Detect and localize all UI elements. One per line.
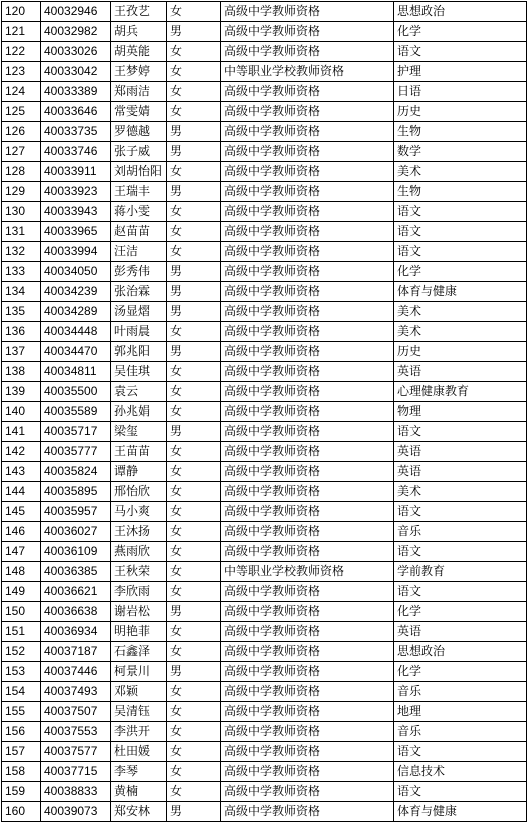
subject-cell: 音乐 <box>394 682 527 702</box>
qualification-cell: 高级中学教师资格 <box>221 142 394 162</box>
row-index-cell: 125 <box>2 102 41 122</box>
qualification-cell: 高级中学教师资格 <box>221 542 394 562</box>
name-cell: 汤显熠 <box>111 302 167 322</box>
table-row <box>2 62 527 82</box>
row-index-cell: 124 <box>2 82 41 102</box>
table-row <box>2 242 527 262</box>
name-cell: 彭秀伟 <box>111 262 167 282</box>
table-row <box>2 362 527 382</box>
qualification-cell: 高级中学教师资格 <box>221 742 394 762</box>
qualification-cell: 高级中学教师资格 <box>221 602 394 622</box>
name-cell: 张治霖 <box>111 282 167 302</box>
gender-cell: 男 <box>167 602 221 622</box>
id-number-cell: 40036621 <box>41 582 111 602</box>
gender-cell: 女 <box>167 482 221 502</box>
table-row <box>2 542 527 562</box>
qualification-cell: 高级中学教师资格 <box>221 642 394 662</box>
row-index-cell: 126 <box>2 122 41 142</box>
id-number-cell: 40034289 <box>41 302 111 322</box>
subject-cell: 思想政治 <box>394 2 527 22</box>
subject-cell: 语文 <box>394 202 527 222</box>
table-row <box>2 762 527 782</box>
id-number-cell: 40035895 <box>41 482 111 502</box>
id-number-cell: 40033389 <box>41 82 111 102</box>
row-index-cell: 138 <box>2 362 41 382</box>
subject-cell: 美术 <box>394 482 527 502</box>
table-row <box>2 462 527 482</box>
qualification-cell: 高级中学教师资格 <box>221 782 394 802</box>
name-cell: 郑雨洁 <box>111 82 167 102</box>
id-number-cell: 40037493 <box>41 682 111 702</box>
qualification-cell: 高级中学教师资格 <box>221 342 394 362</box>
qualification-cell: 高级中学教师资格 <box>221 202 394 222</box>
subject-cell: 语文 <box>394 782 527 802</box>
name-cell: 马小爽 <box>111 502 167 522</box>
table-row <box>2 342 527 362</box>
row-index-cell: 128 <box>2 162 41 182</box>
subject-cell: 体育与健康 <box>394 802 527 822</box>
name-cell: 刘胡怡阳 <box>111 162 167 182</box>
table-row <box>2 562 527 582</box>
subject-cell: 英语 <box>394 362 527 382</box>
row-index-cell: 141 <box>2 422 41 442</box>
row-index-cell: 149 <box>2 582 41 602</box>
name-cell: 王苗苗 <box>111 442 167 462</box>
id-number-cell: 40032982 <box>41 22 111 42</box>
table-row <box>2 662 527 682</box>
subject-cell: 地理 <box>394 702 527 722</box>
qualification-cell: 高级中学教师资格 <box>221 162 394 182</box>
subject-cell: 物理 <box>394 402 527 422</box>
row-index-cell: 127 <box>2 142 41 162</box>
qualification-cell: 高级中学教师资格 <box>221 382 394 402</box>
name-cell: 胡兵 <box>111 22 167 42</box>
id-number-cell: 40034811 <box>41 362 111 382</box>
id-number-cell: 40033943 <box>41 202 111 222</box>
gender-cell: 女 <box>167 82 221 102</box>
row-index-cell: 145 <box>2 502 41 522</box>
qualification-cell: 高级中学教师资格 <box>221 582 394 602</box>
gender-cell: 女 <box>167 2 221 22</box>
name-cell: 杜田媛 <box>111 742 167 762</box>
subject-cell: 语文 <box>394 222 527 242</box>
subject-cell: 化学 <box>394 662 527 682</box>
row-index-cell: 146 <box>2 522 41 542</box>
subject-cell: 美术 <box>394 162 527 182</box>
subject-cell: 语文 <box>394 542 527 562</box>
gender-cell: 女 <box>167 562 221 582</box>
qualification-cell: 高级中学教师资格 <box>221 322 394 342</box>
qualification-cell: 高级中学教师资格 <box>221 102 394 122</box>
table-row <box>2 622 527 642</box>
table-row <box>2 682 527 702</box>
gender-cell: 女 <box>167 682 221 702</box>
qualification-cell: 高级中学教师资格 <box>221 802 394 822</box>
row-index-cell: 148 <box>2 562 41 582</box>
row-index-cell: 137 <box>2 342 41 362</box>
name-cell: 石鑫泽 <box>111 642 167 662</box>
row-index-cell: 122 <box>2 42 41 62</box>
table-row <box>2 302 527 322</box>
id-number-cell: 40036385 <box>41 562 111 582</box>
name-cell: 谭静 <box>111 462 167 482</box>
row-index-cell: 157 <box>2 742 41 762</box>
row-index-cell: 131 <box>2 222 41 242</box>
gender-cell: 男 <box>167 662 221 682</box>
row-index-cell: 154 <box>2 682 41 702</box>
qualification-cell: 高级中学教师资格 <box>221 242 394 262</box>
table-row <box>2 522 527 542</box>
id-number-cell: 40039073 <box>41 802 111 822</box>
name-cell: 李洪开 <box>111 722 167 742</box>
row-index-cell: 136 <box>2 322 41 342</box>
gender-cell: 女 <box>167 582 221 602</box>
table-row <box>2 442 527 462</box>
table-row <box>2 322 527 342</box>
id-number-cell: 40033646 <box>41 102 111 122</box>
gender-cell: 女 <box>167 762 221 782</box>
row-index-cell: 140 <box>2 402 41 422</box>
subject-cell: 美术 <box>394 302 527 322</box>
table-row <box>2 2 527 22</box>
id-number-cell: 40035824 <box>41 462 111 482</box>
gender-cell: 男 <box>167 802 221 822</box>
qualification-cell: 高级中学教师资格 <box>221 302 394 322</box>
subject-cell: 学前教育 <box>394 562 527 582</box>
row-index-cell: 120 <box>2 2 41 22</box>
subject-cell: 思想政治 <box>394 642 527 662</box>
name-cell: 黄楠 <box>111 782 167 802</box>
qualification-cell: 高级中学教师资格 <box>221 22 394 42</box>
table-row <box>2 782 527 802</box>
name-cell: 孙兆娟 <box>111 402 167 422</box>
table-row <box>2 742 527 762</box>
row-index-cell: 130 <box>2 202 41 222</box>
qualification-cell: 高级中学教师资格 <box>221 762 394 782</box>
subject-cell: 历史 <box>394 102 527 122</box>
qualification-cell: 高级中学教师资格 <box>221 362 394 382</box>
subject-cell: 美术 <box>394 322 527 342</box>
gender-cell: 男 <box>167 342 221 362</box>
qualification-cell: 高级中学教师资格 <box>221 182 394 202</box>
name-cell: 李欣雨 <box>111 582 167 602</box>
name-cell: 王沐扬 <box>111 522 167 542</box>
qualification-cell: 高级中学教师资格 <box>221 222 394 242</box>
qualification-cell: 高级中学教师资格 <box>221 722 394 742</box>
gender-cell: 女 <box>167 542 221 562</box>
gender-cell: 女 <box>167 222 221 242</box>
table-row <box>2 702 527 722</box>
gender-cell: 女 <box>167 462 221 482</box>
gender-cell: 女 <box>167 382 221 402</box>
id-number-cell: 40033735 <box>41 122 111 142</box>
qualification-cell: 高级中学教师资格 <box>221 262 394 282</box>
name-cell: 邓颖 <box>111 682 167 702</box>
id-number-cell: 40037187 <box>41 642 111 662</box>
name-cell: 王秋荣 <box>111 562 167 582</box>
gender-cell: 男 <box>167 262 221 282</box>
gender-cell: 女 <box>167 102 221 122</box>
name-cell: 叶雨晨 <box>111 322 167 342</box>
name-cell: 蒋小雯 <box>111 202 167 222</box>
table-row <box>2 162 527 182</box>
table-row <box>2 222 527 242</box>
row-index-cell: 142 <box>2 442 41 462</box>
name-cell: 吴佳琪 <box>111 362 167 382</box>
gender-cell: 男 <box>167 142 221 162</box>
subject-cell: 英语 <box>394 622 527 642</box>
row-index-cell: 139 <box>2 382 41 402</box>
name-cell: 王孜艺 <box>111 2 167 22</box>
id-number-cell: 40035957 <box>41 502 111 522</box>
name-cell: 胡英能 <box>111 42 167 62</box>
name-cell: 赵苗苗 <box>111 222 167 242</box>
id-number-cell: 40037446 <box>41 662 111 682</box>
qualification-cell: 高级中学教师资格 <box>221 482 394 502</box>
row-index-cell: 133 <box>2 262 41 282</box>
gender-cell: 女 <box>167 722 221 742</box>
qualification-cell: 高级中学教师资格 <box>221 622 394 642</box>
id-number-cell: 40033994 <box>41 242 111 262</box>
id-number-cell: 40036027 <box>41 522 111 542</box>
table-row <box>2 182 527 202</box>
row-index-cell: 160 <box>2 802 41 822</box>
gender-cell: 女 <box>167 242 221 262</box>
gender-cell: 女 <box>167 322 221 342</box>
gender-cell: 男 <box>167 22 221 42</box>
id-number-cell: 40035500 <box>41 382 111 402</box>
gender-cell: 男 <box>167 122 221 142</box>
id-number-cell: 40034448 <box>41 322 111 342</box>
gender-cell: 男 <box>167 422 221 442</box>
table-row <box>2 422 527 442</box>
table-row <box>2 602 527 622</box>
row-index-cell: 129 <box>2 182 41 202</box>
table-row <box>2 22 527 42</box>
name-cell: 郑安林 <box>111 802 167 822</box>
name-cell: 李琴 <box>111 762 167 782</box>
name-cell: 罗德越 <box>111 122 167 142</box>
table-row <box>2 282 527 302</box>
row-index-cell: 144 <box>2 482 41 502</box>
table-row <box>2 202 527 222</box>
gender-cell: 女 <box>167 362 221 382</box>
qualification-cell: 高级中学教师资格 <box>221 422 394 442</box>
subject-cell: 化学 <box>394 602 527 622</box>
gender-cell: 女 <box>167 202 221 222</box>
name-cell: 张子威 <box>111 142 167 162</box>
id-number-cell: 40038833 <box>41 782 111 802</box>
id-number-cell: 40033923 <box>41 182 111 202</box>
id-number-cell: 40033965 <box>41 222 111 242</box>
name-cell: 柯景川 <box>111 662 167 682</box>
gender-cell: 男 <box>167 182 221 202</box>
subject-cell: 生物 <box>394 182 527 202</box>
qualification-cell: 高级中学教师资格 <box>221 82 394 102</box>
table-row <box>2 802 527 822</box>
row-index-cell: 134 <box>2 282 41 302</box>
table-row <box>2 102 527 122</box>
table-row <box>2 402 527 422</box>
table-row <box>2 122 527 142</box>
gender-cell: 女 <box>167 42 221 62</box>
gender-cell: 女 <box>167 642 221 662</box>
id-number-cell: 40033911 <box>41 162 111 182</box>
table-row <box>2 582 527 602</box>
id-number-cell: 40037553 <box>41 722 111 742</box>
subject-cell: 化学 <box>394 22 527 42</box>
id-number-cell: 40035717 <box>41 422 111 442</box>
qualification-cell: 高级中学教师资格 <box>221 42 394 62</box>
subject-cell: 音乐 <box>394 522 527 542</box>
gender-cell: 女 <box>167 742 221 762</box>
table-row <box>2 42 527 62</box>
qualification-cell: 中等职业学校教师资格 <box>221 62 394 82</box>
id-number-cell: 40032946 <box>41 2 111 22</box>
gender-cell: 女 <box>167 782 221 802</box>
name-cell: 王瑞丰 <box>111 182 167 202</box>
qualification-cell: 高级中学教师资格 <box>221 2 394 22</box>
table-row <box>2 482 527 502</box>
row-index-cell: 156 <box>2 722 41 742</box>
table-row <box>2 502 527 522</box>
subject-cell: 语文 <box>394 242 527 262</box>
row-index-cell: 135 <box>2 302 41 322</box>
row-index-cell: 158 <box>2 762 41 782</box>
gender-cell: 女 <box>167 162 221 182</box>
table-row <box>2 382 527 402</box>
subject-cell: 日语 <box>394 82 527 102</box>
qualification-cell: 中等职业学校教师资格 <box>221 562 394 582</box>
row-index-cell: 143 <box>2 462 41 482</box>
table-row <box>2 642 527 662</box>
gender-cell: 男 <box>167 302 221 322</box>
id-number-cell: 40033746 <box>41 142 111 162</box>
id-number-cell: 40037507 <box>41 702 111 722</box>
table-row <box>2 142 527 162</box>
subject-cell: 化学 <box>394 262 527 282</box>
subject-cell: 数学 <box>394 142 527 162</box>
gender-cell: 男 <box>167 282 221 302</box>
qualification-cell: 高级中学教师资格 <box>221 442 394 462</box>
subject-cell: 历史 <box>394 342 527 362</box>
id-number-cell: 40034239 <box>41 282 111 302</box>
name-cell: 邢怡欣 <box>111 482 167 502</box>
name-cell: 燕雨欣 <box>111 542 167 562</box>
row-index-cell: 132 <box>2 242 41 262</box>
row-index-cell: 123 <box>2 62 41 82</box>
row-index-cell: 152 <box>2 642 41 662</box>
qualification-cell: 高级中学教师资格 <box>221 702 394 722</box>
name-cell: 郭兆阳 <box>111 342 167 362</box>
subject-cell: 护理 <box>394 62 527 82</box>
id-number-cell: 40034470 <box>41 342 111 362</box>
gender-cell: 女 <box>167 522 221 542</box>
subject-cell: 英语 <box>394 442 527 462</box>
id-number-cell: 40033026 <box>41 42 111 62</box>
qualification-cell: 高级中学教师资格 <box>221 662 394 682</box>
name-cell: 明艳菲 <box>111 622 167 642</box>
id-number-cell: 40037577 <box>41 742 111 762</box>
qualification-cell: 高级中学教师资格 <box>221 282 394 302</box>
name-cell: 袁云 <box>111 382 167 402</box>
id-number-cell: 40036934 <box>41 622 111 642</box>
id-number-cell: 40035589 <box>41 402 111 422</box>
gender-cell: 女 <box>167 622 221 642</box>
name-cell: 王梦婷 <box>111 62 167 82</box>
qualification-cell: 高级中学教师资格 <box>221 122 394 142</box>
gender-cell: 女 <box>167 442 221 462</box>
qualification-cell: 高级中学教师资格 <box>221 402 394 422</box>
name-cell: 汪洁 <box>111 242 167 262</box>
gender-cell: 女 <box>167 502 221 522</box>
subject-cell: 音乐 <box>394 722 527 742</box>
subject-cell: 英语 <box>394 462 527 482</box>
row-index-cell: 155 <box>2 702 41 722</box>
subject-cell: 生物 <box>394 122 527 142</box>
id-number-cell: 40037715 <box>41 762 111 782</box>
table-row <box>2 262 527 282</box>
row-index-cell: 159 <box>2 782 41 802</box>
id-number-cell: 40034050 <box>41 262 111 282</box>
name-cell: 常雯婧 <box>111 102 167 122</box>
gender-cell: 女 <box>167 62 221 82</box>
id-number-cell: 40035777 <box>41 442 111 462</box>
roster-table-body <box>2 2 527 822</box>
table-row <box>2 82 527 102</box>
qualification-cell: 高级中学教师资格 <box>221 522 394 542</box>
name-cell: 谢岩松 <box>111 602 167 622</box>
subject-cell: 语文 <box>394 422 527 442</box>
gender-cell: 女 <box>167 402 221 422</box>
subject-cell: 语文 <box>394 42 527 62</box>
gender-cell: 女 <box>167 702 221 722</box>
subject-cell: 心理健康教育 <box>394 382 527 402</box>
id-number-cell: 40036109 <box>41 542 111 562</box>
qualification-cell: 高级中学教师资格 <box>221 462 394 482</box>
subject-cell: 体育与健康 <box>394 282 527 302</box>
row-index-cell: 150 <box>2 602 41 622</box>
table-row <box>2 722 527 742</box>
row-index-cell: 121 <box>2 22 41 42</box>
name-cell: 吴清钰 <box>111 702 167 722</box>
subject-cell: 信息技术 <box>394 762 527 782</box>
subject-cell: 语文 <box>394 582 527 602</box>
roster-table <box>1 1 527 822</box>
row-index-cell: 151 <box>2 622 41 642</box>
subject-cell: 语文 <box>394 742 527 762</box>
qualification-cell: 高级中学教师资格 <box>221 682 394 702</box>
row-index-cell: 153 <box>2 662 41 682</box>
qualification-cell: 高级中学教师资格 <box>221 502 394 522</box>
id-number-cell: 40036638 <box>41 602 111 622</box>
id-number-cell: 40033042 <box>41 62 111 82</box>
name-cell: 梁玺 <box>111 422 167 442</box>
row-index-cell: 147 <box>2 542 41 562</box>
subject-cell: 语文 <box>394 502 527 522</box>
